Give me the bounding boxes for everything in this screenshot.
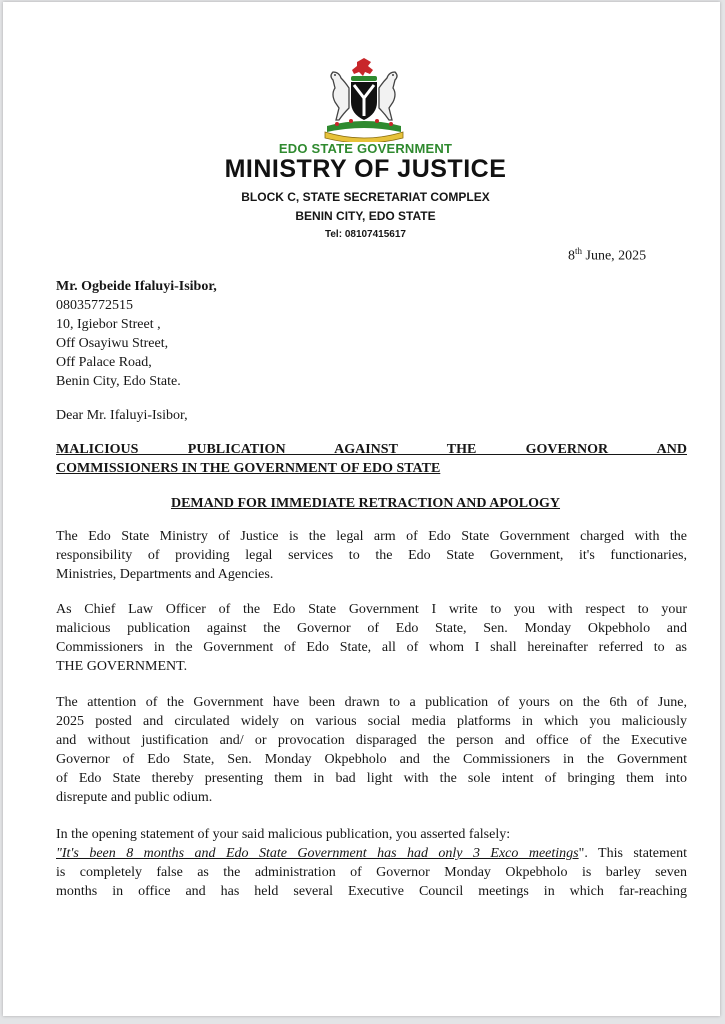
recipient-name: Mr. Ogbeide Ifaluyi-Isibor, [56,279,217,294]
nigeria-coat-of-arms-icon [321,58,407,142]
subject-line-1: MALICIOUS PUBLICATION AGAINST THE GOVERNOR AND [56,442,687,457]
recipient-address-line: 10, Igiebor Street , [56,317,161,332]
quoted-statement: "It's been 8 months and Edo State Government has had only 3 Exco meetings [56,846,579,861]
address-line-1: BLOCK C, STATE SECRETARIAT COMPLEX [241,190,490,204]
body-line: responsibility of providing legal services to the Edo State Government, it's functionaries, [56,548,687,563]
body-line: malicious publication against the Governor of Edo State, Sen. Monday Okpebholo and [56,621,687,636]
subject-line-2: COMMISSIONERS IN THE GOVERNMENT OF EDO STATE [56,461,441,476]
quote-tail: ". This statement [578,846,688,861]
body-line: 2025 posted and circulated widely on various social media platforms in which you maliciously [56,714,687,729]
body-line: The attention of the Government have been drawn to a publication of yours on the 6th of June, [56,695,687,710]
demand-heading: DEMAND FOR IMMEDIATE RETRACTION AND APOLOGY [170,496,561,511]
body-line: THE GOVERNMENT. [56,659,188,674]
date-day: 8 [568,248,575,264]
ministry-name: MINISTRY OF JUSTICE [224,155,507,183]
body-line: months in office and has held several Executive Council meetings in which far-reaching [56,884,687,899]
body-line: Ministries, Departments and Agencies. [56,567,274,582]
recipient-phone: 08035772515 [56,298,133,313]
government-name: EDO STATE GOVERNMENT [278,141,453,156]
body-line: In the opening statement of your said malicious publication, you asserted falsely: [56,827,511,842]
letter-page [3,2,720,1016]
recipient-address-line: Off Palace Road, [56,355,152,370]
date-rest: June, 2025 [582,248,647,264]
salutation: Dear Mr. Ifaluyi-Isibor, [56,408,188,423]
body-line: disrepute and public odium. [56,790,213,805]
body-line: of Edo State thereby presenting them in bad light with the sole intent of bringing them into [56,771,687,786]
address-line-2: BENIN CITY, EDO STATE [295,209,436,223]
date-suffix: th [575,246,583,256]
body-line: Commissioners in the Government of Edo State, all of whom I shall hereinafter referred to as [56,640,687,655]
body-line: and without justification and/ or provocation disparaged the person and office of the Executive [56,733,687,748]
quoted-statement-line [56,846,687,862]
body-line: Governor of Edo State, Sen. Monday Okpebholo and the Commissioners in the Government [56,752,687,767]
body-line: As Chief Law Officer of the Edo State Government I write to you with respect to your [56,602,687,617]
recipient-address-line: Off Osayiwu Street, [56,336,169,351]
recipient-address-line: Benin City, Edo State. [56,374,181,389]
body-line: is completely false as the administration of Governor Monday Okpebholo is barley seven [56,865,687,880]
telephone: Tel: 08107415617 [325,229,406,240]
letter-date [568,246,646,265]
body-line: The Edo State Ministry of Justice is the legal arm of Edo State Government charged with the [56,529,687,544]
